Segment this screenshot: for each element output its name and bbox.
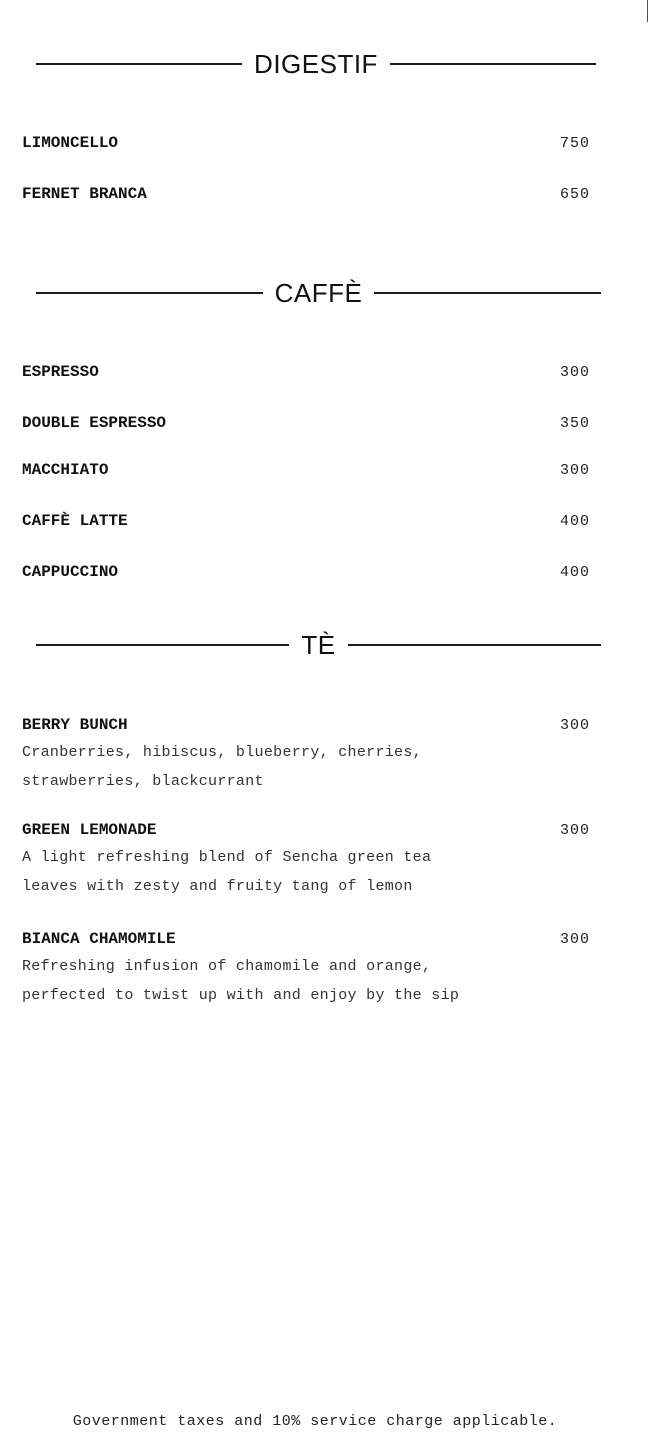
menu-item-cappuccino [22,563,590,581]
item-price: 400 [559,513,590,530]
scroll-edge-marker [647,0,648,22]
menu-item-espresso [22,363,590,381]
item-price: 350 [559,415,590,432]
section-title-digestif: DIGESTIF [254,48,378,79]
item-name: FERNET BRANCA [22,185,147,203]
item-name: CAPPUCCINO [22,563,119,581]
divider-line [374,292,601,294]
menu-item-green-lemonade [22,821,590,901]
item-description-line: Refreshing infusion of chamomile and orange, [22,958,432,975]
item-name: DOUBLE ESPRESSO [22,414,167,432]
item-description [22,952,590,1010]
item-description-line: strawberries, blackcurrant [22,773,264,790]
item-description [22,738,590,796]
item-price: 300 [559,822,590,839]
service-charge-note: Government taxes and 10% service charge applicable. [72,1413,558,1430]
item-name: ESPRESSO [22,363,99,381]
item-description-line: perfected to twist up with and enjoy by the sip [22,987,460,1004]
menu-item-double-espresso [22,414,590,432]
section-title-te: TÈ [301,629,336,660]
item-name: MACCHIATO [22,461,109,479]
item-description [22,843,590,901]
item-price: 300 [559,462,590,479]
item-name: LIMONCELLO [22,134,119,152]
menu-item-limoncello [22,134,590,152]
item-price: 400 [559,564,590,581]
item-description-line: Cranberries, hibiscus, blueberry, cherries, [22,744,422,761]
menu-item-berry-bunch [22,716,590,796]
divider-line [36,63,242,65]
menu-item-bianca-chamomile [22,930,590,1010]
menu-item-macchiato [22,461,590,479]
item-name: BIANCA CHAMOMILE [22,930,176,948]
divider-line [36,644,289,646]
divider-line [36,292,263,294]
item-price: 750 [559,135,590,152]
item-price: 300 [559,364,590,381]
section-header-digestif [36,44,596,84]
item-name: CAFFÈ LATTE [22,512,128,530]
item-name: GREEN LEMONADE [22,821,157,839]
item-description-line: A light refreshing blend of Sencha green tea [22,849,432,866]
item-price: 300 [559,717,590,734]
menu-item-caffe-latte [22,512,590,530]
menu-item-fernet-branca [22,185,590,203]
section-header-te [36,625,601,665]
section-title-caffe: CAFFÈ [274,277,363,308]
item-price: 650 [559,186,590,203]
item-description-line: leaves with zesty and fruity tang of lemon [22,878,413,895]
divider-line [348,644,601,646]
section-header-caffe [36,273,601,313]
item-price: 300 [559,931,590,948]
divider-line [390,63,596,65]
item-name: BERRY BUNCH [22,716,128,734]
